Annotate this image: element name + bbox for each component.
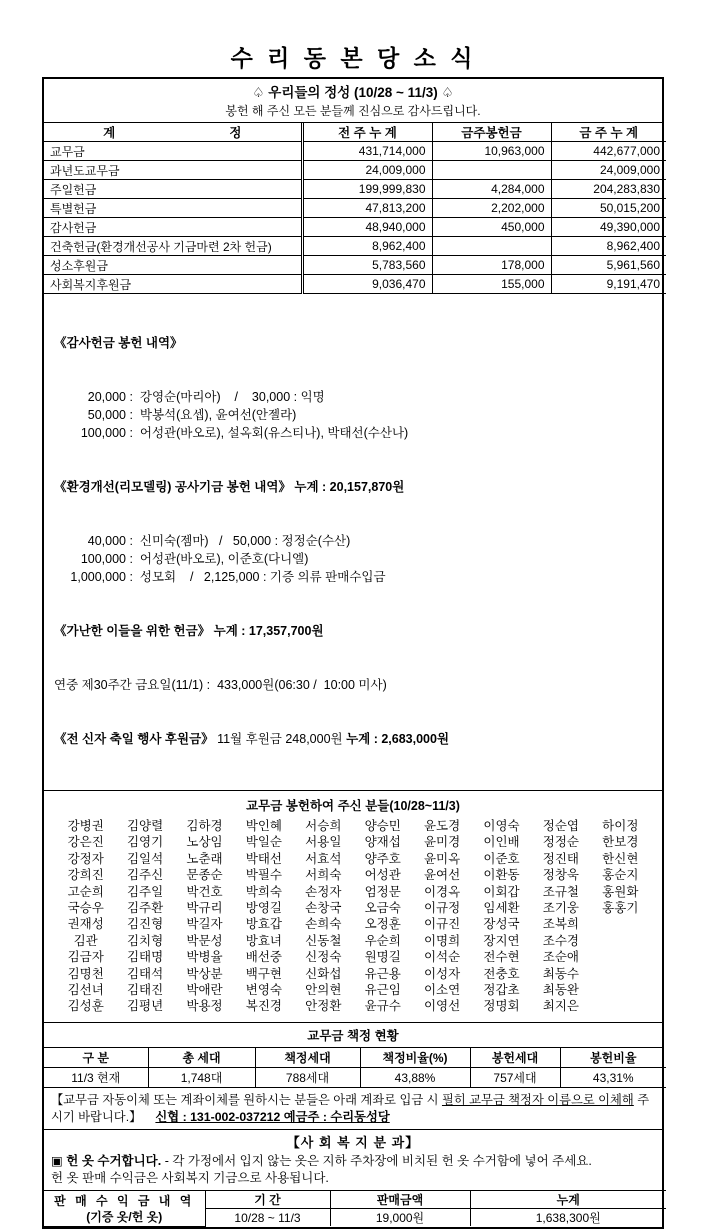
donor-name: 박애란 <box>186 983 223 998</box>
assessment-section <box>44 1023 662 1131</box>
donor-name: 홍원화 <box>602 884 639 899</box>
donation-names: : 성모회 / 2,125,000 : 기증 의류 판매수입금 <box>126 570 386 584</box>
donor-name: 김진형 <box>126 917 164 932</box>
prev-total-cell: 47,813,200 <box>302 199 432 218</box>
donor-name: 양승민 <box>364 819 401 833</box>
assessment-header-cell: 책정비율(%) <box>360 1048 470 1068</box>
donor-name: 김태진 <box>126 983 164 998</box>
renovation-section-heading <box>54 478 654 496</box>
donor-name: 박용정 <box>186 999 223 1014</box>
donor-name: 이소연 <box>423 983 461 998</box>
donor-name: 서효석 <box>305 851 342 866</box>
donor-name: 김영기 <box>126 835 164 850</box>
donation-names: : 신미숙(젬마) / 50,000 : 정정순(수산) <box>126 534 351 548</box>
donation-amount: 40,000 <box>87 534 126 548</box>
prev-total-cell: 8,962,400 <box>302 237 432 256</box>
donor-name: 최동완 <box>542 983 579 998</box>
header-prev-total: 전 주 누 계 <box>302 123 432 142</box>
donor-name: 박규리 <box>186 901 223 916</box>
welfare-section <box>44 1130 662 1227</box>
sales-table <box>44 1190 666 1227</box>
donor-name: 조복희 <box>542 917 579 932</box>
donation-line <box>54 568 654 586</box>
offering-row <box>44 199 666 218</box>
donor-name: 어성관 <box>364 868 401 883</box>
donation-line <box>54 532 654 550</box>
assessment-title: 교무금 책정 현황 <box>44 1023 662 1048</box>
donor-name: 정창욱 <box>542 868 579 883</box>
offering-details <box>44 294 662 791</box>
donor-name: 강정자 <box>67 851 104 866</box>
donation-line <box>54 550 654 568</box>
donor-name: 강병권 <box>67 819 104 833</box>
donor-name: 방효녀 <box>245 933 282 948</box>
offering-row <box>44 161 666 180</box>
poor-detail-line: 연중 제30주간 금요일(11/1) : 433,000원(06:30 / 10:00 미사) <box>54 678 387 692</box>
donation-names: : 강영순(마리아) / 30,000 : 익명 <box>126 390 325 404</box>
donation-line <box>54 424 654 442</box>
donor-name: 강희진 <box>67 868 104 883</box>
donor-name: 김평년 <box>126 999 164 1014</box>
assessment-header-cell: 봉헌세대 <box>470 1048 560 1068</box>
welfare-title: 【사 회 복 지 분 과】 <box>286 1135 420 1151</box>
donor-name: 박태선 <box>245 851 282 866</box>
donor-name: 이영숙 <box>483 819 520 833</box>
donor-name: 박건호 <box>186 884 223 899</box>
sales-total-header: 누계 <box>470 1191 666 1209</box>
clothes-notice-rest: - 각 가정에서 입지 않는 옷은 지하 주차장에 비치된 헌 옷 수거함에 넣어 주세요. <box>161 1154 592 1169</box>
renovation-cumulative: 누계 : 20,157,870원 <box>290 480 405 494</box>
header-week-total: 금 주 누 계 <box>551 123 666 142</box>
donor-name: 안의현 <box>305 983 342 998</box>
clothes-notice-lead: ▣ 헌 옷 수거합니다. <box>51 1154 162 1169</box>
clothes-notice-line1 <box>44 1153 662 1170</box>
donors-grid <box>44 818 662 1015</box>
page-title: 수 리 동 본 당 소 식 <box>230 45 477 71</box>
donor-name: 김금자 <box>67 950 104 965</box>
donor-name: 조기웅 <box>542 901 579 916</box>
donor-name: 윤여선 <box>423 868 461 883</box>
account-cell: 주일헌금 <box>44 180 302 199</box>
donor-name <box>591 933 650 949</box>
donor-name: 최지은 <box>542 999 579 1014</box>
prev-total-cell: 431,714,000 <box>302 142 432 161</box>
donation-amount: 50,000 <box>87 408 126 422</box>
donor-name: 최동수 <box>542 966 579 981</box>
donor-name: 고순희 <box>67 884 104 899</box>
prev-total-cell: 24,009,000 <box>302 161 432 180</box>
donor-name: 방효갑 <box>245 917 282 932</box>
header-account <box>44 123 302 142</box>
donor-name: 한보경 <box>602 835 639 850</box>
donor-name: 우순희 <box>364 933 401 948</box>
donor-name: 박상분 <box>186 966 223 981</box>
donor-name: 정진태 <box>542 851 579 866</box>
week-total-cell: 5,961,560 <box>551 256 666 275</box>
prev-total-cell: 199,999,830 <box>302 180 432 199</box>
donor-name: 박희숙 <box>245 884 282 899</box>
header-account-left: 계 <box>103 126 116 140</box>
donor-name: 김하경 <box>186 819 223 833</box>
account-cell: 건축헌금(환경개선공사 기금마련 2차 헌금) <box>44 237 302 256</box>
donor-name: 서희숙 <box>305 868 342 883</box>
donor-name: 김선녀 <box>67 983 104 998</box>
donor-name: 박필수 <box>245 868 282 883</box>
assessment-value-cell: 1,748대 <box>148 1068 255 1088</box>
assessment-header-cell: 봉헌비율 <box>560 1048 666 1068</box>
thanks-section-title: 《감사헌금 봉헌 내역》 <box>54 336 183 350</box>
prev-total-cell: 9,036,470 <box>302 275 432 294</box>
donor-name: 이성자 <box>423 966 461 981</box>
week-offering-cell: 10,963,000 <box>432 142 551 161</box>
donor-name: 정갑초 <box>483 983 520 998</box>
donor-name: 양주호 <box>364 851 401 866</box>
assessment-header-cell: 구 분 <box>44 1048 148 1068</box>
donor-name: 박일순 <box>245 835 282 850</box>
poor-section-heading <box>54 622 654 640</box>
donor-name: 변영숙 <box>245 983 282 998</box>
week-total-cell: 8,962,400 <box>551 237 666 256</box>
donor-name: 김관 <box>73 933 98 948</box>
donor-name: 김일석 <box>126 851 164 866</box>
account-cell: 사회복지후원금 <box>44 275 302 294</box>
donor-name: 윤미옥 <box>423 851 461 866</box>
donor-name: 노춘래 <box>186 851 223 866</box>
assessment-value-cell: 43,31% <box>560 1068 666 1088</box>
assessment-value-cell: 788세대 <box>255 1068 360 1088</box>
donor-name: 이영선 <box>423 999 461 1014</box>
donor-name: 이경옥 <box>423 884 461 899</box>
transfer-notice-pre: 【교무금 자동이체 또는 계좌이체를 원하시는 분들은 아래 계좌로 입금 시 <box>51 1093 442 1108</box>
donor-name: 손창국 <box>305 901 342 916</box>
week-offering-cell: 4,284,000 <box>432 180 551 199</box>
week-offering-cell: 155,000 <box>432 275 551 294</box>
week-total-cell: 204,283,830 <box>551 180 666 199</box>
donor-name: 김양렬 <box>126 819 164 833</box>
donor-name: 하이정 <box>602 819 639 833</box>
week-offering-cell: 2,202,000 <box>432 199 551 218</box>
donor-name: 이석순 <box>423 950 461 965</box>
offering-banner-title: ♤ 우리들의 정성 (10/28 ~ 11/3) ♤ <box>252 85 454 100</box>
donor-name: 조수경 <box>542 933 579 948</box>
donor-name: 김주환 <box>126 901 164 916</box>
donor-name: 신정숙 <box>305 950 342 965</box>
donor-name: 원명길 <box>364 950 401 965</box>
donor-name: 전수현 <box>483 950 520 965</box>
week-total-cell: 49,390,000 <box>551 218 666 237</box>
feast-cumulative: 누계 : 2,683,000원 <box>346 732 450 746</box>
week-total-cell: 442,677,000 <box>551 142 666 161</box>
assessment-header-cell: 책정세대 <box>255 1048 360 1068</box>
offering-row <box>44 237 666 256</box>
donor-name <box>591 998 650 1014</box>
sales-label <box>44 1191 205 1227</box>
donor-name: 이명희 <box>423 933 461 948</box>
donor-name: 윤규수 <box>364 999 401 1014</box>
donor-name: 홍홍기 <box>602 901 639 916</box>
assessment-value-row <box>44 1068 666 1088</box>
donor-name: 노상임 <box>186 835 223 850</box>
donor-name: 박길자 <box>186 917 223 932</box>
assessment-value-cell: 757세대 <box>470 1068 560 1088</box>
donor-name: 박문성 <box>186 933 223 948</box>
transfer-notice <box>44 1088 662 1130</box>
prev-total-cell: 5,783,560 <box>302 256 432 275</box>
account-cell: 감사헌금 <box>44 218 302 237</box>
account-cell: 특별헌금 <box>44 199 302 218</box>
feast-text: 11월 후원금 248,000원 <box>213 732 347 746</box>
sales-header-row <box>44 1191 666 1209</box>
donor-name: 김성훈 <box>67 999 104 1014</box>
donor-name: 신동철 <box>305 933 342 948</box>
feast-section-heading <box>54 730 654 748</box>
donor-name: 김주일 <box>126 884 164 899</box>
thanks-lines <box>54 388 654 442</box>
offering-row <box>44 180 666 199</box>
donor-name: 김태석 <box>126 966 164 981</box>
assessment-header-row <box>44 1048 666 1068</box>
donors-section <box>44 791 662 1023</box>
donation-names: : 어성관(바오로), 이준호(다니엘) <box>126 552 309 566</box>
poor-section-title: 《가난한 이들을 위한 헌금》 <box>54 624 211 638</box>
transfer-notice-post: 주시기 바랍니다.】 <box>51 1093 650 1124</box>
offering-row <box>44 218 666 237</box>
donor-name: 김치형 <box>126 933 164 948</box>
donor-name: 손희숙 <box>305 917 342 932</box>
donor-name: 홍순지 <box>602 868 639 883</box>
donor-name: 오정훈 <box>364 917 401 932</box>
donor-name: 조순애 <box>542 950 579 965</box>
offering-row <box>44 275 666 294</box>
week-total-cell: 50,015,200 <box>551 199 666 218</box>
donor-name: 윤도경 <box>423 819 461 833</box>
assessment-table <box>44 1048 666 1089</box>
offering-row <box>44 142 666 161</box>
header-week-offering: 금주봉헌금 <box>432 123 551 142</box>
donor-name: 박인혜 <box>245 819 282 833</box>
sales-label-line1: 판 매 수 익 금 내 역 <box>54 1193 195 1208</box>
donor-name: 국승우 <box>67 901 104 916</box>
header-account-right: 정 <box>229 126 242 140</box>
donor-name: 김주신 <box>126 868 164 883</box>
donation-names: : 어성관(바오로), 설옥회(유스티나), 박태선(수산나) <box>126 426 409 440</box>
account-cell: 성소후원금 <box>44 256 302 275</box>
offering-table-body <box>44 142 666 294</box>
donor-name: 방영길 <box>245 901 282 916</box>
donor-name: 배선중 <box>245 950 282 965</box>
donor-name: 이인배 <box>483 835 520 850</box>
prev-total-cell: 48,940,000 <box>302 218 432 237</box>
donor-name: 오금숙 <box>364 901 401 916</box>
offering-header-row <box>44 123 666 142</box>
donor-name: 유근임 <box>364 983 401 998</box>
account-cell: 과년도교무금 <box>44 161 302 180</box>
offering-table <box>44 123 666 294</box>
week-offering-cell: 450,000 <box>432 218 551 237</box>
donor-name: 서용일 <box>305 835 342 850</box>
donor-name <box>591 982 650 998</box>
donor-name: 복진경 <box>245 999 282 1014</box>
transfer-notice-emphasis: 필히 교무금 책정자 이름으로 이체해 <box>441 1093 634 1108</box>
donor-name: 김태명 <box>126 950 164 965</box>
week-offering-cell <box>432 237 551 256</box>
offering-banner-subtitle: 봉헌 해 주신 모든 분들께 진심으로 감사드립니다. <box>225 104 481 118</box>
donation-line <box>54 388 654 406</box>
bulletin-box <box>42 77 664 1229</box>
donor-name: 엄정문 <box>364 884 401 899</box>
assessment-header-cell: 총 세대 <box>148 1048 255 1068</box>
donor-name: 정정순 <box>542 835 579 850</box>
donor-name: 조규철 <box>542 884 579 899</box>
donor-name <box>591 916 650 932</box>
donor-name: 강은진 <box>67 835 104 850</box>
sales-period-header: 기 간 <box>205 1191 330 1209</box>
week-total-cell: 9,191,470 <box>551 275 666 294</box>
bank-account-info: 신협 : 131-002-037212 예금주 : 수리동성당 <box>155 1109 390 1124</box>
week-total-cell: 24,009,000 <box>551 161 666 180</box>
donation-amount: 100,000 <box>80 426 126 440</box>
account-cell: 교무금 <box>44 142 302 161</box>
week-offering-cell: 178,000 <box>432 256 551 275</box>
donor-name: 전충호 <box>483 966 520 981</box>
donor-name: 윤미경 <box>423 835 461 850</box>
donation-amount: 1,000,000 <box>70 570 126 584</box>
clothes-notice-line2: 헌 옷 판매 수익금은 사회복지 기금으로 사용됩니다. <box>51 1171 329 1186</box>
donor-name <box>591 949 650 965</box>
donor-name: 권재성 <box>67 917 104 932</box>
donation-names: : 박봉석(요셉), 윤여선(안젤라) <box>126 408 297 422</box>
donor-name: 손정자 <box>305 884 342 899</box>
donor-name: 이규정 <box>423 901 461 916</box>
offering-row <box>44 256 666 275</box>
donor-name: 한신현 <box>602 851 639 866</box>
donor-name: 이회갑 <box>483 884 520 899</box>
sales-amount-header: 판매금액 <box>330 1191 470 1209</box>
donation-amount: 100,000 <box>80 552 126 566</box>
donor-name: 이규진 <box>423 917 461 932</box>
sales-total-value: 1,638,300원 <box>470 1209 666 1227</box>
assessment-value-cell: 11/3 현재 <box>44 1068 148 1088</box>
donation-amount: 20,000 <box>87 390 126 404</box>
donor-name: 김명천 <box>67 966 104 981</box>
donor-name: 유근용 <box>364 966 401 981</box>
poor-cumulative: 누계 : 17,357,700원 <box>210 624 324 638</box>
renovation-lines <box>54 532 654 586</box>
donor-name: 정순엽 <box>542 819 579 833</box>
donor-name: 신화섭 <box>305 966 342 981</box>
donor-name: 안정환 <box>305 999 342 1014</box>
donor-name: 임세환 <box>483 901 520 916</box>
donor-name: 이환동 <box>483 868 520 883</box>
feast-section-title: 《전 신자 축일 행사 후원금》 <box>54 732 214 746</box>
donor-name: 정명회 <box>483 999 520 1014</box>
donor-name: 이준호 <box>483 851 520 866</box>
sales-amount-value: 19,000원 <box>330 1209 470 1227</box>
donor-name: 장성국 <box>483 917 520 932</box>
renovation-section-title: 《환경개선(리모델링) 공사기금 봉헌 내역》 <box>54 480 291 494</box>
sales-label-line2: (기증 옷/헌 옷) <box>86 1209 163 1224</box>
donation-line <box>54 406 654 424</box>
donor-name: 백구현 <box>245 966 282 981</box>
donor-name: 박병율 <box>186 950 223 965</box>
donor-name: 서승희 <box>305 819 342 833</box>
offering-banner <box>44 79 662 123</box>
donor-name <box>591 966 650 982</box>
donor-name: 문종순 <box>186 868 223 883</box>
sales-period-value: 10/28 ~ 11/3 <box>205 1209 330 1227</box>
donor-name: 양재섭 <box>364 835 401 850</box>
week-offering-cell <box>432 161 551 180</box>
donor-name: 장지연 <box>483 933 520 948</box>
assessment-value-cell: 43,88% <box>360 1068 470 1088</box>
donors-title: 교무금 봉헌하여 주신 분들(10/28~11/3) <box>246 799 460 813</box>
